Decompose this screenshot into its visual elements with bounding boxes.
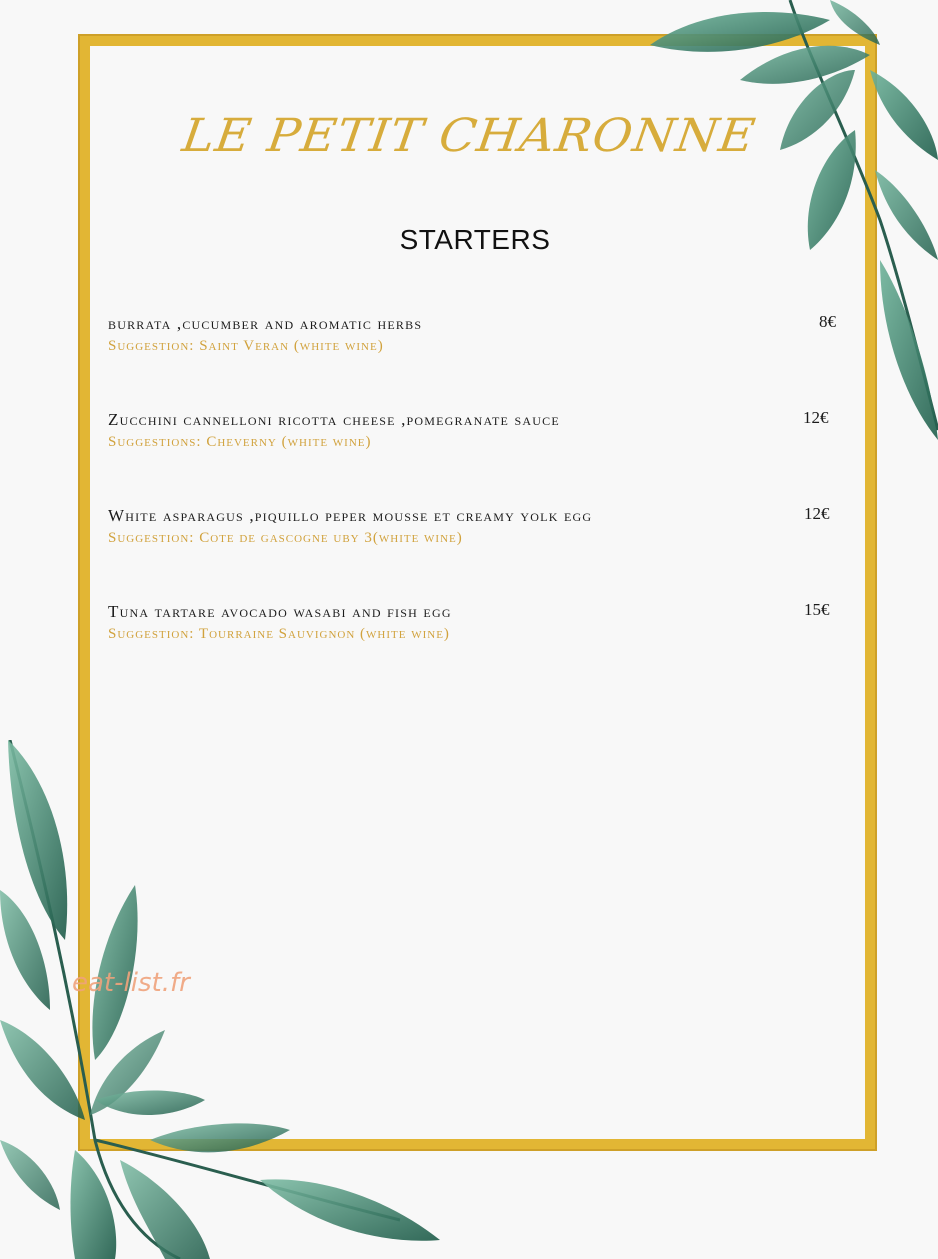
watermark: eat-list.fr	[72, 968, 190, 998]
item-name: burrata ,cucumber and aromatic herbs	[108, 314, 423, 333]
restaurant-title: LE PETIT CHARONNE	[178, 109, 760, 163]
item-name: Tuna tartare avocado wasabi and fish egg	[108, 602, 452, 621]
menu-item	[108, 602, 848, 643]
menu-item	[108, 506, 848, 547]
item-price: 8€	[819, 312, 836, 331]
menu-item	[108, 314, 848, 355]
section-title: STARTERS	[399, 224, 551, 255]
leaves-decoration-bottom-left-icon	[0, 740, 460, 1259]
menu-item	[108, 410, 848, 451]
item-price: 12€	[803, 408, 829, 427]
item-suggestion: Suggestion: Saint Veran (white wine)	[108, 338, 384, 354]
item-suggestion: Suggestions: Cheverny (white wine)	[108, 434, 372, 450]
item-price: 15€	[804, 600, 830, 619]
item-suggestion: Suggestion: Cote de gascogne uby 3(white wine)	[108, 530, 463, 546]
item-price: 12€	[804, 504, 830, 523]
item-name: White asparagus ,piquillo peper mousse et creamy yolk egg	[108, 506, 593, 525]
item-suggestion: Suggestion: Tourraine Sauvignon (white wine)	[108, 626, 450, 642]
item-name: Zucchini cannelloni ricotta cheese ,pomegranate sauce	[108, 410, 560, 429]
